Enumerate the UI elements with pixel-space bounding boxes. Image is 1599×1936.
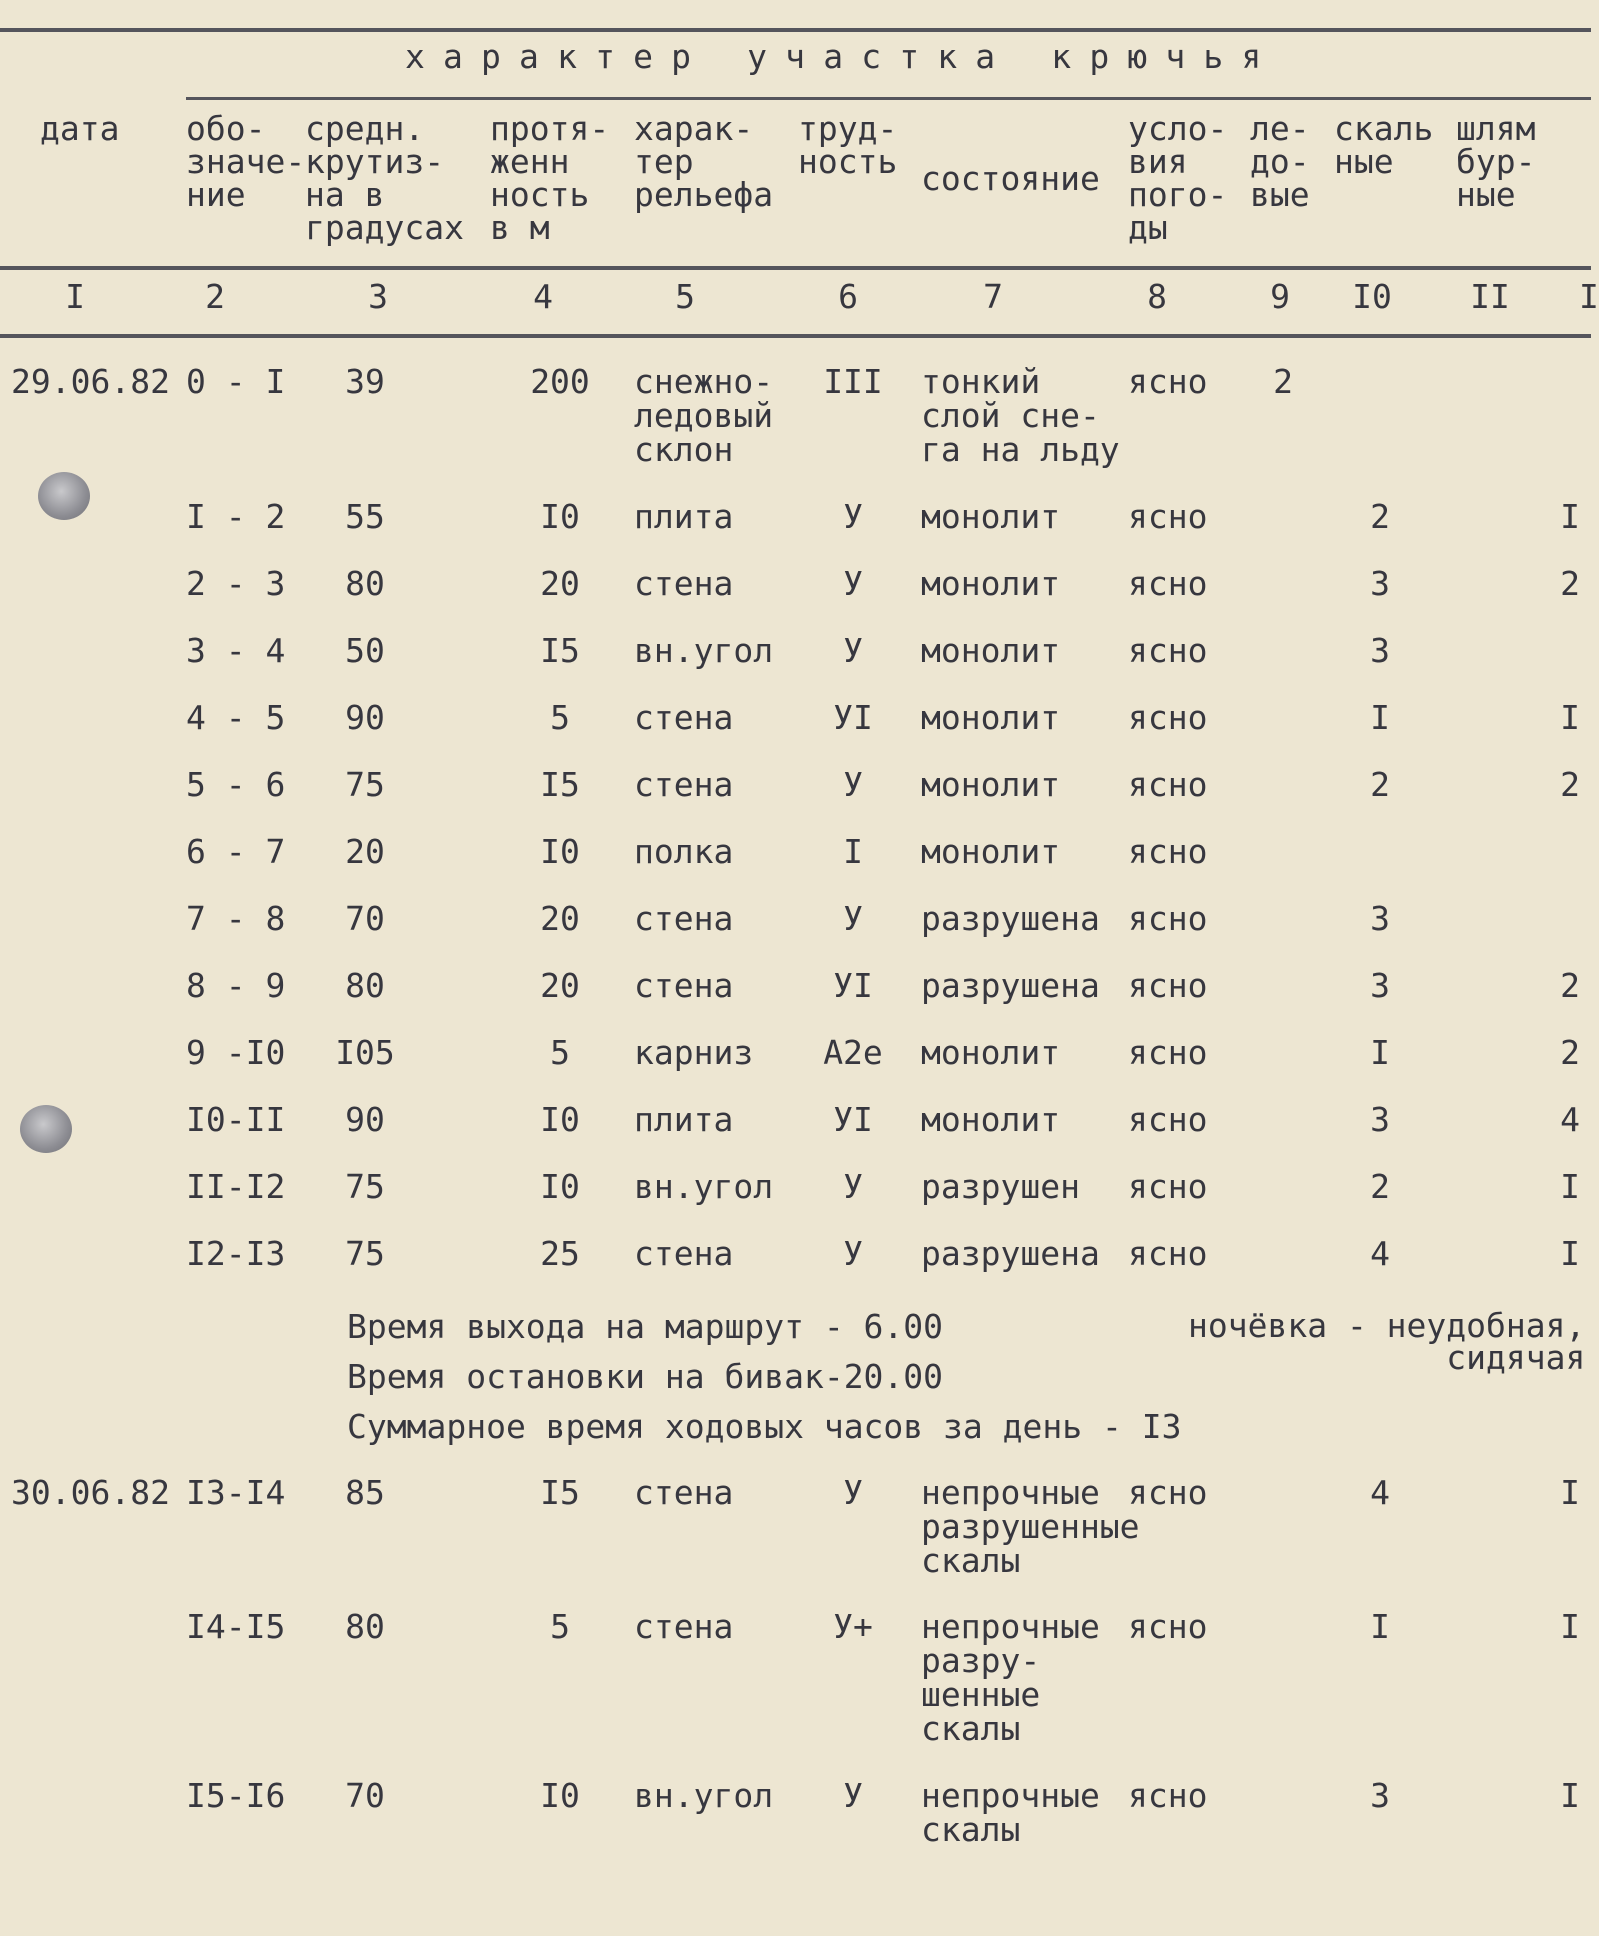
cell-bolt: I	[1560, 1473, 1580, 1512]
cell-state: непрочные скалы	[921, 1776, 1100, 1849]
cell-bolt: I	[1560, 1607, 1580, 1646]
cell-mark: I5-I6	[186, 1776, 286, 1815]
cell-steep: 50	[345, 631, 385, 670]
cell-len: I5	[540, 631, 580, 670]
cell-relief: вн.угол	[634, 1167, 774, 1206]
cell-weather: ясно	[1128, 899, 1208, 938]
cell-mark: 6 - 7	[186, 832, 286, 871]
cell-weather: ясно	[1128, 1776, 1208, 1815]
cell-diff: У	[843, 765, 863, 804]
cell-mark: 4 - 5	[186, 698, 286, 737]
column-header: средн. крутиз- на в градусах	[305, 109, 464, 247]
cell-diff: У	[843, 1167, 863, 1206]
cell-state: монолит	[921, 1033, 1061, 1072]
group-rule	[186, 97, 1591, 100]
cell-state: монолит	[921, 698, 1061, 737]
cell-diff: УI	[833, 1100, 873, 1139]
cell-steep: 75	[345, 765, 385, 804]
column-header: ле- до- вые	[1250, 109, 1310, 214]
cell-bolt: I	[1560, 497, 1580, 536]
cell-bolt: 2	[1560, 564, 1580, 603]
cell-state: разрушена	[921, 966, 1100, 1005]
cell-steep: I05	[335, 1033, 395, 1072]
note-bivouac-stop-time: Время остановки на бивак-20.00	[347, 1357, 944, 1396]
cell-len: I0	[540, 1167, 580, 1206]
column-number: 3	[368, 277, 388, 316]
cell-mark: I2-I3	[186, 1234, 286, 1273]
top-rule	[0, 28, 1591, 32]
cell-relief: карниз	[634, 1033, 754, 1072]
cell-mark: 7 - 8	[186, 899, 286, 938]
cell-mark: I3-I4	[186, 1473, 286, 1512]
cell-steep: 70	[345, 899, 385, 938]
cell-bolt: 2	[1560, 1033, 1580, 1072]
cell-bolt: 2	[1560, 966, 1580, 1005]
note-departure-time: Время выхода на маршрут - 6.00	[347, 1307, 944, 1346]
cell-weather: ясно	[1128, 1033, 1208, 1072]
cell-len: 5	[550, 1607, 570, 1646]
cell-mark: I - 2	[186, 497, 286, 536]
column-number: 8	[1147, 277, 1167, 316]
cell-mark: I0-II	[186, 1100, 286, 1139]
cell-steep: 85	[345, 1473, 385, 1512]
cell-mark: 8 - 9	[186, 966, 286, 1005]
cell-len: 25	[540, 1234, 580, 1273]
cell-len: 5	[550, 1033, 570, 1072]
cell-rock: 2	[1370, 1167, 1390, 1206]
column-header: обо- значе- ние	[186, 109, 306, 214]
cell-state: монолит	[921, 765, 1061, 804]
cell-rock: I	[1370, 1033, 1390, 1072]
column-header: состояние	[921, 159, 1100, 198]
cell-diff: A2e	[823, 1033, 883, 1072]
cell-relief: вн.угол	[634, 631, 774, 670]
cell-weather: ясно	[1128, 362, 1208, 401]
cell-steep: 75	[345, 1234, 385, 1273]
cell-steep: 80	[345, 966, 385, 1005]
cell-rock: 3	[1370, 564, 1390, 603]
cell-state: тонкий слой сне- га на льду	[921, 362, 1120, 469]
cell-state: разрушена	[921, 1234, 1100, 1273]
cell-mark: II-I2	[186, 1167, 286, 1206]
numbers-bottom-rule	[0, 334, 1591, 338]
cell-weather: ясно	[1128, 631, 1208, 670]
cell-relief: стена	[634, 698, 734, 737]
cell-len: I0	[540, 497, 580, 536]
cell-state: монолит	[921, 564, 1061, 603]
cell-diff: УI	[833, 698, 873, 737]
column-number: II	[1470, 277, 1510, 316]
cell-state: разрушен	[921, 1167, 1080, 1206]
group-title: характер участка крючья	[405, 37, 1280, 76]
cell-diff: I	[843, 832, 863, 871]
cell-diff: III	[823, 362, 883, 401]
cell-len: I5	[540, 765, 580, 804]
cell-relief: плита	[634, 497, 734, 536]
cell-len: I0	[540, 1100, 580, 1139]
cell-weather: ясно	[1128, 1473, 1208, 1512]
column-number: I	[1579, 277, 1599, 316]
cell-bolt: I	[1560, 1234, 1580, 1273]
cell-steep: 90	[345, 1100, 385, 1139]
cell-diff: У	[843, 1776, 863, 1815]
cell-relief: стена	[634, 765, 734, 804]
cell-mark: 9 -I0	[186, 1033, 286, 1072]
column-header: скаль ные	[1334, 109, 1434, 181]
cell-bolt: 4	[1560, 1100, 1580, 1139]
cell-rock: I	[1370, 698, 1390, 737]
cell-rock: 4	[1370, 1234, 1390, 1273]
column-header: труд- ность	[798, 109, 898, 181]
cell-weather: ясно	[1128, 966, 1208, 1005]
cell-relief: стена	[634, 1234, 734, 1273]
cell-diff: У	[843, 631, 863, 670]
cell-steep: 55	[345, 497, 385, 536]
cell-date: 29.06.82	[11, 362, 170, 401]
column-number: 6	[838, 277, 858, 316]
cell-weather: ясно	[1128, 1100, 1208, 1139]
cell-bolt: 2	[1560, 765, 1580, 804]
cell-steep: 80	[345, 1607, 385, 1646]
cell-weather: ясно	[1128, 497, 1208, 536]
cell-mark: I4-I5	[186, 1607, 286, 1646]
column-number: 7	[983, 277, 1003, 316]
cell-weather: ясно	[1128, 832, 1208, 871]
cell-mark: 5 - 6	[186, 765, 286, 804]
cell-rock: 2	[1370, 497, 1390, 536]
punch-hole	[20, 1105, 72, 1153]
cell-rock: 2	[1370, 765, 1390, 804]
column-number: 9	[1270, 277, 1290, 316]
cell-state: монолит	[921, 631, 1061, 670]
cell-weather: ясно	[1128, 1607, 1208, 1646]
cell-state: непрочные разрушенные скалы	[921, 1473, 1140, 1580]
column-number: I0	[1352, 277, 1392, 316]
cell-weather: ясно	[1128, 698, 1208, 737]
cell-mark: 2 - 3	[186, 564, 286, 603]
cell-len: 5	[550, 698, 570, 737]
cell-bolt: I	[1560, 1776, 1580, 1815]
note-bivouac-quality: ночёвка - неудобная, сидячая	[1188, 1306, 1586, 1377]
cell-weather: ясно	[1128, 564, 1208, 603]
note-total-walking-hours: Суммарное время ходовых часов за день - I3	[347, 1407, 1182, 1446]
cell-steep: 70	[345, 1776, 385, 1815]
cell-relief: стена	[634, 1473, 734, 1512]
cell-diff: У	[843, 1473, 863, 1512]
cell-steep: 80	[345, 564, 385, 603]
cell-rock: 3	[1370, 966, 1390, 1005]
cell-steep: 90	[345, 698, 385, 737]
cell-state: непрочные разру- шенные скалы	[921, 1607, 1100, 1748]
cell-rock: 3	[1370, 1100, 1390, 1139]
cell-mark: 0 - I	[186, 362, 286, 401]
cell-len: I5	[540, 1473, 580, 1512]
cell-rock: 3	[1370, 1776, 1390, 1815]
column-header: протя- женн ность в м	[490, 109, 610, 247]
cell-diff: У+	[833, 1607, 873, 1646]
cell-diff: У	[843, 899, 863, 938]
cell-state: монолит	[921, 497, 1061, 536]
cell-rock: 4	[1370, 1473, 1390, 1512]
cell-state: монолит	[921, 832, 1061, 871]
cell-bolt: I	[1560, 1167, 1580, 1206]
cell-len: I0	[540, 1776, 580, 1815]
column-number: 2	[205, 277, 225, 316]
cell-steep: 39	[345, 362, 385, 401]
cell-weather: ясно	[1128, 1167, 1208, 1206]
cell-relief: полка	[634, 832, 734, 871]
column-header: шлям бур- ные	[1456, 109, 1536, 214]
cell-steep: 75	[345, 1167, 385, 1206]
cell-relief: вн.угол	[634, 1776, 774, 1815]
cell-len: I0	[540, 832, 580, 871]
cell-diff: У	[843, 564, 863, 603]
cell-rock: 3	[1370, 899, 1390, 938]
cell-bolt: I	[1560, 698, 1580, 737]
cell-relief: плита	[634, 1100, 734, 1139]
column-header: усло- вия пого- ды	[1128, 109, 1228, 247]
cell-diff: У	[843, 1234, 863, 1273]
cell-len: 200	[530, 362, 590, 401]
column-number: 5	[675, 277, 695, 316]
column-header: харак- тер рельефа	[634, 109, 774, 214]
cell-weather: ясно	[1128, 1234, 1208, 1273]
punch-hole	[38, 472, 90, 520]
header-bottom-rule	[0, 266, 1591, 270]
cell-relief: стена	[634, 564, 734, 603]
cell-len: 20	[540, 966, 580, 1005]
cell-weather: ясно	[1128, 765, 1208, 804]
cell-len: 20	[540, 564, 580, 603]
cell-ice: 2	[1273, 362, 1293, 401]
cell-mark: 3 - 4	[186, 631, 286, 670]
cell-relief: стена	[634, 899, 734, 938]
cell-relief: стена	[634, 1607, 734, 1646]
column-number: 4	[533, 277, 553, 316]
cell-rock: I	[1370, 1607, 1390, 1646]
cell-len: 20	[540, 899, 580, 938]
cell-relief: стена	[634, 966, 734, 1005]
column-header: дата	[40, 109, 120, 148]
cell-steep: 20	[345, 832, 385, 871]
cell-relief: снежно- ледовый склон	[634, 362, 774, 469]
cell-diff: У	[843, 497, 863, 536]
cell-state: разрушена	[921, 899, 1100, 938]
cell-date: 30.06.82	[11, 1473, 170, 1512]
cell-rock: 3	[1370, 631, 1390, 670]
cell-state: монолит	[921, 1100, 1061, 1139]
cell-diff: УI	[833, 966, 873, 1005]
column-number: I	[65, 277, 85, 316]
